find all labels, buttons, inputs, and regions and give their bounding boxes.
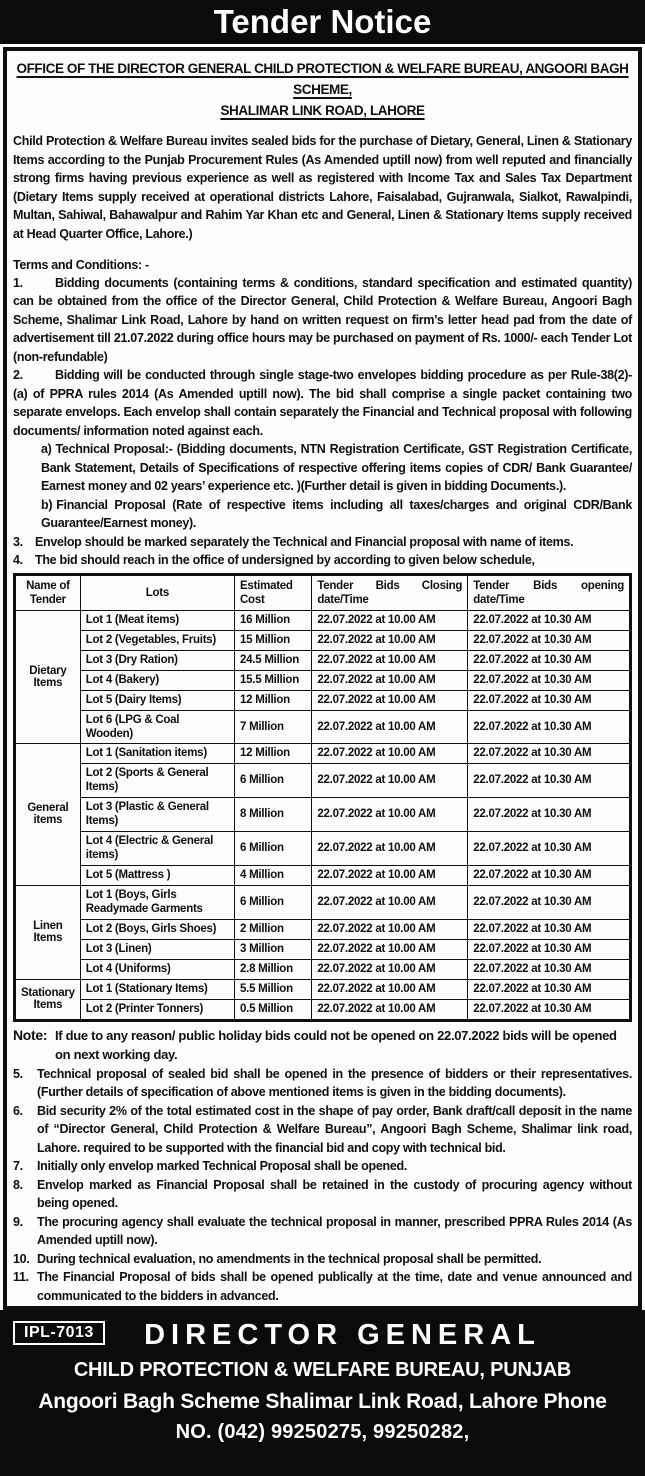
lot-cell: Lot 1 (Stationary Items) — [80, 979, 234, 999]
table-row — [15, 610, 631, 630]
term-item — [13, 1102, 632, 1158]
opening-date-cell: 22.07.2022 at 10.30 AM — [468, 743, 631, 763]
term-item — [13, 1176, 632, 1213]
term-number: 8. — [13, 1177, 23, 1192]
cost-cell: 6 Million — [235, 885, 312, 919]
cost-cell: 0.5 Million — [235, 999, 312, 1020]
closing-date-cell: 22.07.2022 at 10.00 AM — [312, 690, 468, 710]
closing-date-cell: 22.07.2022 at 10.00 AM — [312, 797, 468, 831]
office-heading-line1: OFFICE OF THE DIRECTOR GENERAL CHILD PROTECTION & WELFARE BUREAU, ANGOORI BAGH SCHEME, — [16, 61, 629, 97]
term-text: The Financial Proposal of bids shall be opened publically at the time, date and venue announced and communicated to the bidders in advanced. — [37, 1270, 632, 1303]
closing-date-cell: 22.07.2022 at 10.00 AM — [312, 865, 468, 885]
lot-cell: Lot 4 (Electric & General items) — [80, 831, 234, 865]
lot-cell: Lot 2 (Sports & General Items) — [80, 763, 234, 797]
closing-date-cell: 22.07.2022 at 10.00 AM — [312, 999, 468, 1020]
header-opening: Tender Bids opening date/Time — [468, 574, 631, 610]
opening-date-cell: 22.07.2022 at 10.30 AM — [468, 865, 631, 885]
term-item — [13, 1065, 632, 1102]
lot-cell: Lot 2 (Printer Tonners) — [80, 999, 234, 1020]
footer-phone-line: NO. (042) 99250275, 99250282, — [175, 1421, 470, 1443]
lot-cell: Lot 2 (Vegetables, Fruits) — [80, 630, 234, 650]
term-text: Envelop marked as — [37, 1177, 157, 1192]
lot-cell: Lot 4 (Bakery) — [80, 670, 234, 690]
table-row — [15, 670, 631, 690]
term-text: Financial Proposal — [156, 1177, 265, 1192]
opening-date-cell: 22.07.2022 at 10.30 AM — [468, 610, 631, 630]
cost-cell: 4 Million — [235, 865, 312, 885]
term-text: Technical proposal of sealed bid shall be opened in the presence of bidders or their representatives. (Further details of specification of above mentioned items is given in the bidding documents). — [37, 1066, 632, 1099]
closing-date-cell: 22.07.2022 at 10.00 AM — [312, 831, 468, 865]
header-lots: Lots — [80, 574, 234, 610]
cost-cell: 6 Million — [235, 763, 312, 797]
cost-cell: 5.5 Million — [235, 979, 312, 999]
terms-heading: Terms and Conditions: - — [13, 257, 149, 272]
terms-list-top — [13, 274, 632, 570]
table-row — [15, 939, 631, 959]
term-text: (Rate of respective items including all taxes/charges and original CDR/Bank Guarantee/Earnest money). — [41, 497, 632, 530]
cost-cell: 8 Million — [235, 797, 312, 831]
group-name-cell: General items — [15, 743, 81, 885]
term-number: 11. — [13, 1270, 29, 1284]
lot-cell: Lot 1 (Boys, Girls Readymade Garments — [80, 885, 234, 919]
closing-date-cell: 22.07.2022 at 10.00 AM — [312, 919, 468, 939]
cost-cell: 3 Million — [235, 939, 312, 959]
footer-director-general: DIRECTOR GENERAL — [144, 1319, 541, 1351]
cost-cell: 15.5 Million — [235, 670, 312, 690]
term-text: 21.07.2022 — [113, 331, 174, 345]
cost-cell: 2.8 Million — [235, 959, 312, 979]
opening-date-cell: 22.07.2022 at 10.30 AM — [468, 710, 631, 743]
term-text: shall be retained in the custody of procuring agency without being opened. — [37, 1177, 632, 1210]
term-text: The bid should reach in the office of undersigned by according to given below schedule, — [35, 553, 535, 567]
table-row — [15, 959, 631, 979]
closing-date-cell: 22.07.2022 at 10.00 AM — [312, 979, 468, 999]
term-item — [13, 533, 632, 552]
opening-date-cell: 22.07.2022 at 10.30 AM — [468, 630, 631, 650]
closing-date-cell: 22.07.2022 at 10.00 AM — [312, 763, 468, 797]
office-heading-line2: SHALIMAR LINK ROAD, LAHORE — [220, 103, 425, 118]
table-row — [15, 690, 631, 710]
table-header-row — [15, 574, 631, 610]
term-item — [13, 1268, 632, 1305]
opening-date-cell: 22.07.2022 at 10.30 AM — [468, 831, 631, 865]
term-text: shall be opened. — [310, 1159, 407, 1173]
term-item — [13, 274, 632, 367]
note-label: Note: — [13, 1026, 48, 1043]
term-text: Bidding will be conducted through single stage-two envelopes bidding procedure as per Rule-38(2)-(a) of PPRA rules 2014 (As Amended uptill now). The bid shall comprise a single packet containing two separate envelops. Each envelop shall contain separately the Financial and Technical proposal with following documents/ information noted against each. — [13, 368, 632, 438]
footer-banner — [0, 1310, 645, 1476]
opening-date-cell: 22.07.2022 at 10.30 AM — [468, 939, 631, 959]
term-text: Technical Proposal — [202, 1159, 311, 1173]
term-item — [13, 551, 632, 570]
opening-date-cell: 22.07.2022 at 10.30 AM — [468, 999, 631, 1020]
terms-list-bottom — [13, 1065, 632, 1324]
term-number: 10. — [13, 1251, 30, 1266]
cost-cell: 6 Million — [235, 831, 312, 865]
closing-date-cell: 22.07.2022 at 10.00 AM — [312, 959, 468, 979]
term-item — [13, 366, 632, 440]
term-text: The procuring agency shall evaluate the technical proposal in manner, prescribed PPRA Rules 2014 (As Amended uptill now). — [37, 1214, 632, 1247]
cost-cell: 16 Million — [235, 610, 312, 630]
lot-cell: Lot 1 (Meat items) — [80, 610, 234, 630]
lot-cell: Lot 5 (Mattress ) — [80, 865, 234, 885]
lot-cell: Lot 2 (Boys, Girls Shoes) — [80, 919, 234, 939]
term-item — [13, 1213, 632, 1250]
closing-date-cell: 22.07.2022 at 10.00 AM — [312, 630, 468, 650]
term-number: 2. — [13, 368, 23, 382]
header-name-of-tender: Name of Tender — [15, 574, 81, 610]
header-closing: Tender Bids Closing date/Time — [312, 574, 468, 610]
opening-date-cell: 22.07.2022 at 10.30 AM — [468, 797, 631, 831]
cost-cell: 7 Million — [235, 710, 312, 743]
closing-date-cell: 22.07.2022 at 10.00 AM — [312, 885, 468, 919]
cost-cell: 12 Million — [235, 690, 312, 710]
term-text: During technical evaluation, no amendments in the technical proposal shall be permitted. — [37, 1251, 542, 1266]
opening-date-cell: 22.07.2022 at 10.30 AM — [468, 885, 631, 919]
notice-body — [3, 47, 642, 1310]
term-text: (Bidding documents, NTN Registration Certificate, GST Registration Certificate, Bank Statement, Details of Specifications of respective offering items copies of CDR/ Bank Guarantee/ Earnest money and 02 years’ experience etc. ) — [41, 442, 632, 493]
closing-date-cell: 22.07.2022 at 10.00 AM — [312, 670, 468, 690]
term-number: 4. — [13, 553, 23, 567]
table-row — [15, 885, 631, 919]
term-number: 7. — [13, 1159, 23, 1173]
table-row — [15, 650, 631, 670]
footer-address-line: Angoori Bagh Scheme Shalimar Link Road, Lahore Phone — [38, 1390, 607, 1413]
lot-cell: Lot 3 (Dry Ration) — [80, 650, 234, 670]
term-number: 5. — [13, 1066, 23, 1081]
table-row — [15, 763, 631, 797]
term-item — [41, 496, 632, 533]
term-text: Envelop should be marked separately the Technical and Financial proposal with name of items. — [35, 534, 574, 549]
table-row — [15, 710, 631, 743]
closing-date-cell: 22.07.2022 at 10.00 AM — [312, 939, 468, 959]
term-text: (Further detail is given in bidding Documents.). — [300, 479, 567, 493]
term-number: 3. — [13, 534, 23, 549]
opening-date-cell: 22.07.2022 at 10.30 AM — [468, 763, 631, 797]
term-text: Bid security 2% of the total estimated cost in the shape of pay order, Bank draft/call deposit in the name of “Director General, Child Protection & Welfare Bureau”, Angoori Bagh Scheme, Shalimar link road, Lahore. required to be supported with the financial bid and copy with technical bid. — [37, 1103, 632, 1155]
ipl-reference-badge: IPL-7013 — [13, 1321, 105, 1345]
page-title: Tender Notice — [213, 3, 432, 40]
office-heading — [13, 58, 632, 121]
lot-cell: Lot 5 (Dairy Items) — [80, 690, 234, 710]
closing-date-cell: 22.07.2022 at 10.00 AM — [312, 650, 468, 670]
group-name-cell: Linen Items — [15, 885, 81, 979]
term-item — [41, 440, 632, 496]
closing-date-cell: 22.07.2022 at 10.00 AM — [312, 610, 468, 630]
term-number: 1. — [13, 275, 23, 290]
opening-date-cell: 22.07.2022 at 10.30 AM — [468, 670, 631, 690]
cost-cell: 12 Million — [235, 743, 312, 763]
group-name-cell: Dietary Items — [15, 610, 81, 743]
table-row — [15, 797, 631, 831]
term-text: Financial Proposal — [56, 497, 166, 512]
cost-cell: 2 Million — [235, 919, 312, 939]
opening-date-cell: 22.07.2022 at 10.30 AM — [468, 650, 631, 670]
table-row — [15, 919, 631, 939]
bid-schedule-table — [13, 573, 632, 1022]
group-name-cell: Stationary Items — [15, 979, 81, 1020]
cost-cell: 24.5 Million — [235, 650, 312, 670]
table-row — [15, 831, 631, 865]
note-paragraph — [13, 1026, 632, 1064]
lot-cell: Lot 4 (Uniforms) — [80, 959, 234, 979]
title-banner — [0, 0, 645, 44]
term-text: Technical Proposal:- — [55, 442, 173, 456]
lot-cell: Lot 6 (LPG & Coal Wooden) — [80, 710, 234, 743]
closing-date-cell: 22.07.2022 at 10.00 AM — [312, 710, 468, 743]
table-row — [15, 979, 631, 999]
intro-paragraph: Child Protection & Welfare Bureau invites sealed bids for the purchase of Dietary, General, Linen & Stationary Items according to the Punjab Procurement Rules (As Amended uptill now) from well reputed and financially strong firms having previous experience as well as registered with Income Tax and Sales Tax Department (Dietary Items supply received at operational districts Lahore, Faisalabad, Gujranwala, Sialkot, Rawalpindi, Multan, Sahiwal, Bahawalpur and Rahim Yar Khan etc and General, Linen & Stationary Items supply received at Head Quarter Office, Lahore.) — [13, 134, 632, 241]
term-text: Bidding documents (containing terms & conditions, standard specification and estimated quantity) can be obtained from the office of the Director General, Child Protection & Welfare Bureau, Angoori Bagh Scheme, Shalimar Link Road, Lahore by hand on written request on firm’s letter head pad from the date of advertisement till — [13, 275, 632, 345]
table-body — [15, 610, 631, 1020]
term-number: a) — [41, 442, 52, 456]
opening-date-cell: 22.07.2022 at 10.30 AM — [468, 959, 631, 979]
footer-bureau-line: CHILD PROTECTION & WELFARE BUREAU, PUNJAB — [73, 1359, 572, 1381]
header-estimated-cost: Estimated Cost — [235, 574, 312, 610]
lot-cell: Lot 3 (Plastic & General Items) — [80, 797, 234, 831]
term-number: 9. — [13, 1214, 23, 1229]
term-item — [13, 1250, 632, 1269]
closing-date-cell: 22.07.2022 at 10.00 AM — [312, 743, 468, 763]
table-row — [15, 999, 631, 1020]
opening-date-cell: 22.07.2022 at 10.30 AM — [468, 979, 631, 999]
table-row — [15, 743, 631, 763]
note-text: If due to any reason/ public holiday bids could not be opened on 22.07.2022 bids will be opened on next working day. — [55, 1027, 617, 1062]
lot-cell: Lot 1 (Sanitation items) — [80, 743, 234, 763]
opening-date-cell: 22.07.2022 at 10.30 AM — [468, 919, 631, 939]
term-number: 6. — [13, 1103, 23, 1118]
opening-date-cell: 22.07.2022 at 10.30 AM — [468, 690, 631, 710]
term-number: b) — [41, 497, 53, 512]
lot-cell: Lot 3 (Linen) — [80, 939, 234, 959]
term-text: Initially only envelop marked — [37, 1159, 203, 1173]
cost-cell: 15 Million — [235, 630, 312, 650]
table-row — [15, 865, 631, 885]
term-item — [13, 1157, 632, 1176]
table-row — [15, 630, 631, 650]
term-text: during office hours may be purchased on payment of Rs. 1000/- each Tender Lot (non-refundable) — [13, 331, 632, 364]
